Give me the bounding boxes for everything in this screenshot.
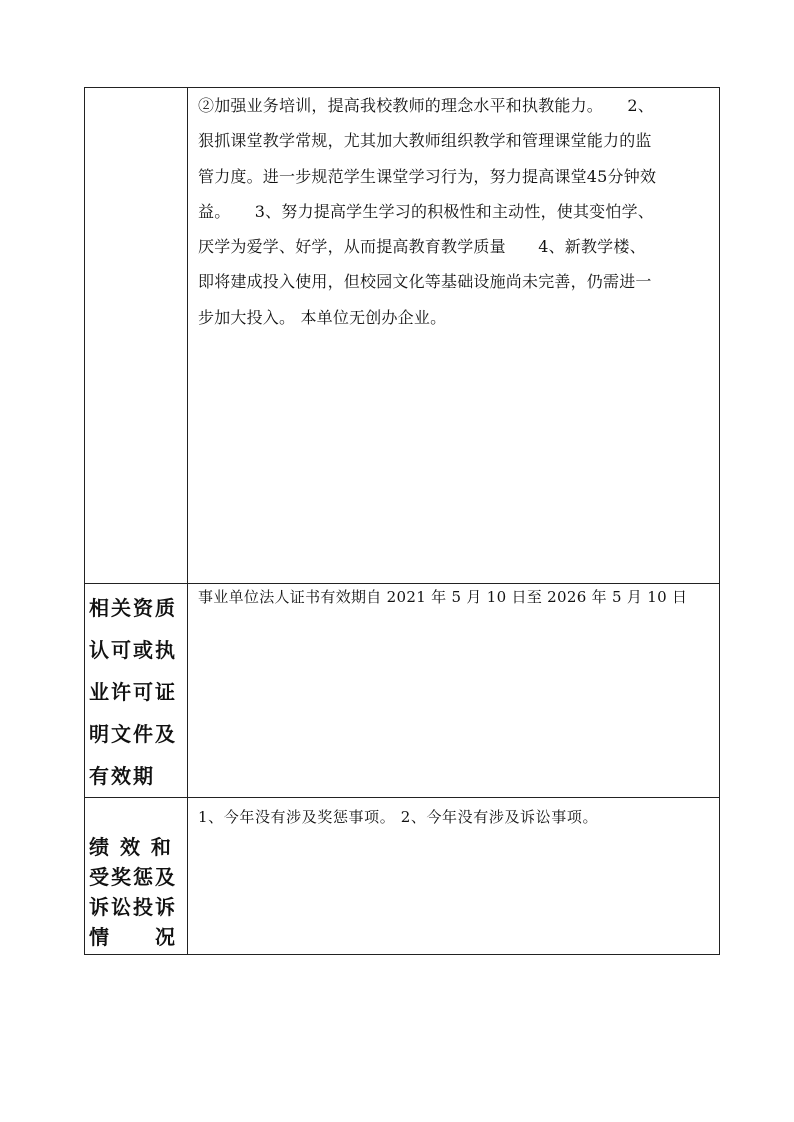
text-line: 厌学为爱学、好学，从而提高教育教学质量 4、新教学楼、 — [198, 237, 646, 257]
performance-content: 1、今年没有涉及奖惩事项。 2、今年没有涉及诉讼事项。 — [188, 798, 720, 955]
text-line: 管力度。进一步规范学生课堂学习行为，努力提高课堂45分钟效 — [198, 166, 657, 186]
table-row-performance — [85, 798, 720, 955]
row-label-empty — [85, 88, 188, 584]
text-line: 益。 3、努力提高学生学习的积极性和主动性，使其变怕学、 — [198, 201, 654, 221]
qualifications-content: 事业单位法人证书有效期自 2021 年 5 月 10 日至 2026 年 5 月 10 日 — [188, 584, 720, 798]
text-line: 狠抓课堂教学常规，尤其加大教师组织教学和管理课堂能力的监 — [198, 131, 652, 151]
label-line: 受奖惩及 — [89, 865, 177, 889]
label-line: 相关资质 — [89, 596, 177, 620]
text-line: 步加大投入。 本单位无创办企业。 — [198, 307, 447, 327]
label-line: 绩 效 和 — [89, 835, 173, 859]
table-row-plans — [85, 88, 720, 584]
label-line: 认可或执 — [89, 638, 177, 662]
plans-content — [188, 88, 720, 584]
performance-label — [85, 798, 188, 955]
label-line: 明文件及 — [89, 722, 177, 746]
table-row-qualifications — [85, 584, 720, 798]
label-line: 诉讼投诉 — [89, 895, 177, 919]
report-table — [84, 87, 720, 955]
text-line: ②加强业务培训，提高我校教师的理念水平和执教能力。 2、 — [198, 96, 654, 115]
qualifications-label — [85, 584, 188, 798]
label-line: 有效期 — [89, 764, 155, 788]
label-line: 业许可证 — [89, 680, 177, 704]
text-line: 即将建成投入使用，但校园文化等基础设施尚未完善，仍需进一 — [198, 272, 652, 292]
label-line: 情 况 — [89, 925, 177, 949]
